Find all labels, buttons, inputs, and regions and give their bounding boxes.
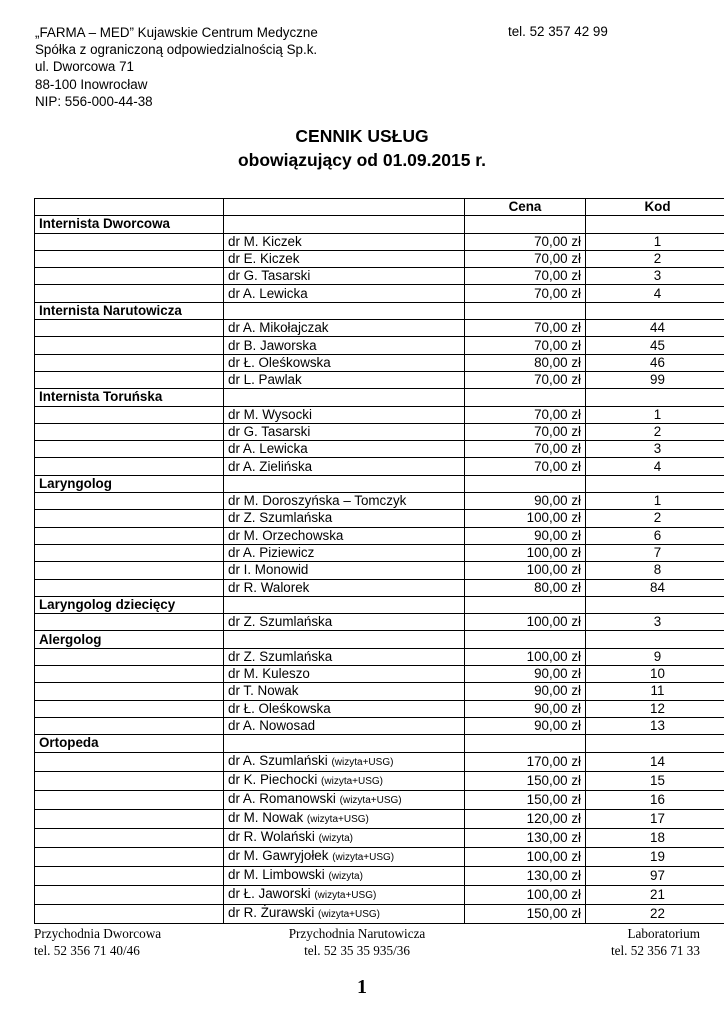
doctor-cell bbox=[224, 828, 465, 847]
empty-cell bbox=[465, 302, 586, 319]
table-row bbox=[35, 771, 724, 790]
empty-cell bbox=[35, 320, 224, 337]
empty-cell bbox=[35, 562, 224, 579]
empty-cell bbox=[35, 790, 224, 809]
price-cell: 90,00 zł bbox=[465, 683, 586, 700]
code-cell: 99 bbox=[586, 371, 724, 388]
empty-cell bbox=[586, 302, 724, 319]
footer-laboratorium bbox=[540, 925, 700, 959]
empty-cell bbox=[35, 527, 224, 544]
doctor-cell bbox=[224, 717, 465, 734]
empty-cell bbox=[35, 544, 224, 561]
doctor-cell bbox=[224, 354, 465, 371]
table-row bbox=[35, 904, 724, 923]
table-row bbox=[35, 544, 724, 561]
section-row bbox=[35, 389, 724, 406]
empty-cell bbox=[35, 885, 224, 904]
doctor-cell bbox=[224, 268, 465, 285]
table-row bbox=[35, 337, 724, 354]
section-name: Internista Toruńska bbox=[35, 389, 224, 406]
doctor-cell bbox=[224, 493, 465, 510]
section-name: Laryngolog dziecięcy bbox=[35, 596, 224, 613]
doctor-name: dr M. Limbowski bbox=[228, 866, 325, 882]
code-cell: 22 bbox=[586, 904, 724, 923]
empty-cell bbox=[465, 216, 586, 233]
section-row bbox=[35, 596, 724, 613]
doctor-cell bbox=[224, 579, 465, 596]
empty-cell bbox=[35, 847, 224, 866]
table-row bbox=[35, 700, 724, 717]
section-row bbox=[35, 735, 724, 752]
empty-cell bbox=[35, 828, 224, 847]
table-row bbox=[35, 510, 724, 527]
footer-narutowicza-phone: tel. 52 35 35 935/36 bbox=[304, 943, 410, 958]
empty-cell bbox=[35, 809, 224, 828]
empty-cell bbox=[35, 285, 224, 302]
company-form: Spółka z ograniczoną odpowiedzialnością Sp.k. bbox=[35, 42, 318, 58]
section-name: Alergolog bbox=[35, 631, 224, 648]
doctor-cell bbox=[224, 510, 465, 527]
doctor-name: dr M. Kiczek bbox=[228, 233, 302, 249]
code-cell: 3 bbox=[586, 614, 724, 631]
clinic-name: „FARMA – MED” Kujawskie Centrum Medyczne bbox=[35, 25, 318, 40]
table-row bbox=[35, 717, 724, 734]
footer-dworcowa-name: Przychodnia Dworcowa bbox=[34, 926, 162, 941]
code-cell: 4 bbox=[586, 285, 724, 302]
visit-type-note: (wizyta+USG) bbox=[318, 908, 380, 920]
price-cell: 130,00 zł bbox=[465, 828, 586, 847]
table-row bbox=[35, 790, 724, 809]
doctor-name: dr M. Orzechowska bbox=[228, 527, 344, 543]
code-cell: 4 bbox=[586, 458, 724, 475]
empty-cell bbox=[465, 735, 586, 752]
section-row bbox=[35, 475, 724, 492]
doctor-name: dr A. Piziewicz bbox=[228, 545, 315, 561]
table-row bbox=[35, 847, 724, 866]
footer-laboratorium-name: Laboratorium bbox=[627, 926, 700, 941]
empty-cell bbox=[35, 441, 224, 458]
empty-cell bbox=[586, 631, 724, 648]
section-row bbox=[35, 216, 724, 233]
code-cell: 3 bbox=[586, 441, 724, 458]
section-name: Laryngolog bbox=[35, 475, 224, 492]
visit-type-note: (wizyta+USG) bbox=[314, 889, 377, 901]
code-cell: 12 bbox=[586, 700, 724, 717]
doctor-cell bbox=[224, 423, 465, 440]
doctor-cell bbox=[224, 904, 465, 923]
code-cell: 11 bbox=[586, 683, 724, 700]
footer-narutowicza-name: Przychodnia Narutowicza bbox=[288, 926, 426, 941]
doctor-cell bbox=[224, 847, 465, 866]
doctor-name: dr Z. Szumlańska bbox=[228, 614, 333, 630]
footer-dworcowa-phone: tel. 52 356 71 40/46 bbox=[34, 943, 140, 958]
empty-cell bbox=[35, 371, 224, 388]
doctor-cell bbox=[224, 562, 465, 579]
document-title: CENNIK USŁUG bbox=[295, 126, 429, 146]
empty-cell bbox=[586, 389, 724, 406]
price-cell: 130,00 zł bbox=[465, 866, 586, 885]
empty-cell bbox=[35, 614, 224, 631]
doctor-name: dr M. Kuleszo bbox=[228, 666, 310, 682]
doctor-cell bbox=[224, 458, 465, 475]
doctor-cell bbox=[224, 233, 465, 250]
doctor-name: dr M. Wysocki bbox=[228, 406, 312, 422]
doctor-cell bbox=[224, 648, 465, 665]
price-cell: 80,00 zł bbox=[465, 579, 586, 596]
doctor-cell bbox=[224, 771, 465, 790]
doctor-name: dr Ł. Oleśkowska bbox=[228, 354, 331, 370]
visit-type-note: (wizyta) bbox=[328, 870, 363, 882]
visit-type-note: (wizyta+USG) bbox=[332, 851, 395, 863]
price-cell: 70,00 zł bbox=[465, 250, 586, 267]
price-cell: 90,00 zł bbox=[465, 666, 586, 683]
header-price: Cena bbox=[465, 199, 586, 216]
price-cell: 100,00 zł bbox=[465, 562, 586, 579]
table-row bbox=[35, 614, 724, 631]
empty-cell bbox=[224, 216, 465, 233]
empty-cell bbox=[35, 717, 224, 734]
doctor-name: dr M. Doroszyńska – Tomczyk bbox=[228, 493, 407, 509]
price-cell: 100,00 zł bbox=[465, 544, 586, 561]
doctor-name: dr I. Monowid bbox=[228, 562, 309, 578]
price-cell: 80,00 zł bbox=[465, 354, 586, 371]
table-row bbox=[35, 371, 724, 388]
empty-cell bbox=[586, 596, 724, 613]
empty-cell bbox=[35, 233, 224, 250]
empty-cell bbox=[35, 666, 224, 683]
price-cell: 70,00 zł bbox=[465, 320, 586, 337]
table-row bbox=[35, 354, 724, 371]
empty-cell bbox=[35, 493, 224, 510]
price-cell: 70,00 zł bbox=[465, 233, 586, 250]
price-cell: 170,00 zł bbox=[465, 752, 586, 771]
footer-dworcowa bbox=[34, 925, 161, 959]
price-cell: 90,00 zł bbox=[465, 493, 586, 510]
table-row bbox=[35, 666, 724, 683]
doctor-cell bbox=[224, 809, 465, 828]
header-doctor-cell bbox=[224, 199, 465, 216]
doctor-name: dr M. Gawryjołek bbox=[228, 847, 329, 863]
section-row bbox=[35, 631, 724, 648]
empty-cell bbox=[35, 458, 224, 475]
code-cell: 21 bbox=[586, 885, 724, 904]
empty-cell bbox=[35, 337, 224, 354]
doctor-name: dr Z. Szumlańska bbox=[228, 648, 333, 664]
price-cell: 90,00 zł bbox=[465, 527, 586, 544]
code-cell: 3 bbox=[586, 268, 724, 285]
doctor-cell bbox=[224, 790, 465, 809]
doctor-name: dr G. Tasarski bbox=[228, 268, 311, 284]
price-cell: 70,00 zł bbox=[465, 423, 586, 440]
code-cell: 14 bbox=[586, 752, 724, 771]
doctor-cell bbox=[224, 250, 465, 267]
doctor-cell bbox=[224, 441, 465, 458]
empty-cell bbox=[35, 866, 224, 885]
empty-cell bbox=[224, 631, 465, 648]
doctor-cell bbox=[224, 544, 465, 561]
code-cell: 1 bbox=[586, 233, 724, 250]
section-name: Internista Dworcowa bbox=[35, 216, 224, 233]
empty-cell bbox=[224, 735, 465, 752]
doctor-name: dr A. Lewicka bbox=[228, 285, 308, 301]
doctor-name: dr R. Walorek bbox=[228, 579, 310, 595]
code-cell: 8 bbox=[586, 562, 724, 579]
page-number: 1 bbox=[357, 976, 367, 998]
price-cell: 100,00 zł bbox=[465, 885, 586, 904]
code-cell: 84 bbox=[586, 579, 724, 596]
doctor-cell bbox=[224, 752, 465, 771]
section-name: Internista Narutowicza bbox=[35, 302, 224, 319]
price-cell: 70,00 zł bbox=[465, 268, 586, 285]
price-cell: 150,00 zł bbox=[465, 790, 586, 809]
street-address: ul. Dworcowa 71 bbox=[35, 59, 134, 75]
price-cell: 70,00 zł bbox=[465, 371, 586, 388]
code-cell: 17 bbox=[586, 809, 724, 828]
table-row bbox=[35, 527, 724, 544]
doctor-name: dr Z. Szumlańska bbox=[228, 510, 333, 526]
code-cell: 46 bbox=[586, 354, 724, 371]
price-cell: 90,00 zł bbox=[465, 717, 586, 734]
price-cell: 70,00 zł bbox=[465, 285, 586, 302]
empty-cell bbox=[35, 648, 224, 665]
empty-cell bbox=[224, 389, 465, 406]
doctor-name: dr T. Nowak bbox=[228, 683, 299, 699]
code-cell: 13 bbox=[586, 717, 724, 734]
price-cell: 100,00 zł bbox=[465, 510, 586, 527]
table-row bbox=[35, 250, 724, 267]
doctor-name: dr M. Nowak bbox=[228, 809, 304, 825]
price-list-table bbox=[34, 198, 724, 924]
doctor-name: dr R. Żurawski bbox=[228, 904, 315, 920]
doctor-cell bbox=[224, 614, 465, 631]
code-cell: 1 bbox=[586, 406, 724, 423]
visit-type-note: (wizyta+USG) bbox=[339, 794, 402, 806]
price-cell: 150,00 zł bbox=[465, 904, 586, 923]
doctor-name: dr A. Lewicka bbox=[228, 441, 308, 457]
price-cell: 70,00 zł bbox=[465, 441, 586, 458]
empty-cell bbox=[465, 475, 586, 492]
code-cell: 10 bbox=[586, 666, 724, 683]
doctor-cell bbox=[224, 320, 465, 337]
empty-cell bbox=[586, 475, 724, 492]
table-header-row bbox=[35, 199, 724, 216]
price-cell: 70,00 zł bbox=[465, 406, 586, 423]
doctor-name: dr A. Romanowski bbox=[228, 790, 336, 806]
tax-id: NIP: 556-000-44-38 bbox=[35, 93, 153, 109]
table-row bbox=[35, 648, 724, 665]
footer-laboratorium-phone: tel. 52 356 71 33 bbox=[610, 943, 700, 958]
code-cell: 6 bbox=[586, 527, 724, 544]
empty-cell bbox=[224, 302, 465, 319]
empty-cell bbox=[35, 752, 224, 771]
code-cell: 19 bbox=[586, 847, 724, 866]
price-cell: 100,00 zł bbox=[465, 614, 586, 631]
table-row bbox=[35, 493, 724, 510]
visit-type-note: (wizyta) bbox=[318, 832, 354, 844]
doctor-cell bbox=[224, 683, 465, 700]
doctor-cell bbox=[224, 700, 465, 717]
empty-cell bbox=[35, 250, 224, 267]
table-row bbox=[35, 752, 724, 771]
empty-cell bbox=[465, 596, 586, 613]
table-row bbox=[35, 406, 724, 423]
table-row bbox=[35, 885, 724, 904]
doctor-cell bbox=[224, 406, 465, 423]
visit-type-note: (wizyta+USG) bbox=[331, 756, 394, 768]
table-row bbox=[35, 828, 724, 847]
empty-cell bbox=[224, 596, 465, 613]
doctor-name: dr Ł. Jaworski bbox=[228, 885, 311, 901]
table-row bbox=[35, 233, 724, 250]
empty-cell bbox=[35, 510, 224, 527]
doctor-name: dr E. Kiczek bbox=[228, 251, 300, 267]
empty-cell bbox=[35, 354, 224, 371]
visit-type-note: (wizyta+USG) bbox=[321, 775, 383, 787]
section-row bbox=[35, 302, 724, 319]
doctor-name: dr A. Mikołajczak bbox=[228, 320, 329, 336]
table-row bbox=[35, 866, 724, 885]
code-cell: 16 bbox=[586, 790, 724, 809]
header-category-cell bbox=[35, 199, 224, 216]
table-row bbox=[35, 441, 724, 458]
doctor-cell bbox=[224, 885, 465, 904]
code-cell: 18 bbox=[586, 828, 724, 847]
code-cell: 2 bbox=[586, 423, 724, 440]
doctor-name: dr B. Jaworska bbox=[228, 337, 317, 353]
code-cell: 2 bbox=[586, 510, 724, 527]
doctor-name: dr Ł. Oleśkowska bbox=[228, 700, 331, 716]
empty-cell bbox=[35, 423, 224, 440]
doctor-cell bbox=[224, 285, 465, 302]
doctor-cell bbox=[224, 666, 465, 683]
table-row bbox=[35, 285, 724, 302]
clinic-address-block bbox=[35, 24, 318, 110]
clinic-phone: tel. 52 357 42 99 bbox=[508, 24, 608, 39]
footer-narutowicza bbox=[262, 925, 452, 959]
table-row bbox=[35, 458, 724, 475]
table-row bbox=[35, 423, 724, 440]
doctor-cell bbox=[224, 527, 465, 544]
doctor-name: dr L. Pawlak bbox=[228, 372, 302, 388]
empty-cell bbox=[465, 631, 586, 648]
empty-cell bbox=[35, 904, 224, 923]
table-row bbox=[35, 809, 724, 828]
code-cell: 1 bbox=[586, 493, 724, 510]
empty-cell bbox=[586, 216, 724, 233]
price-cell: 120,00 zł bbox=[465, 809, 586, 828]
doctor-cell bbox=[224, 866, 465, 885]
doctor-name: dr R. Wolański bbox=[228, 828, 315, 844]
doctor-cell bbox=[224, 337, 465, 354]
table-row bbox=[35, 579, 724, 596]
code-cell: 45 bbox=[586, 337, 724, 354]
price-cell: 150,00 zł bbox=[465, 771, 586, 790]
price-cell: 100,00 zł bbox=[465, 847, 586, 866]
price-cell: 70,00 zł bbox=[465, 337, 586, 354]
empty-cell bbox=[35, 579, 224, 596]
empty-cell bbox=[35, 700, 224, 717]
section-name: Ortopeda bbox=[35, 735, 224, 752]
code-cell: 9 bbox=[586, 648, 724, 665]
code-cell: 15 bbox=[586, 771, 724, 790]
code-cell: 97 bbox=[586, 866, 724, 885]
table-row bbox=[35, 562, 724, 579]
code-cell: 2 bbox=[586, 250, 724, 267]
document-validity-date: obowiązujący od 01.09.2015 r. bbox=[237, 150, 487, 170]
doctor-name: dr A. Zielińska bbox=[228, 458, 313, 474]
doctor-name: dr K. Piechocki bbox=[228, 771, 318, 787]
empty-cell bbox=[35, 771, 224, 790]
doctor-name: dr A. Nowosad bbox=[228, 718, 316, 734]
empty-cell bbox=[35, 683, 224, 700]
empty-cell bbox=[35, 268, 224, 285]
empty-cell bbox=[465, 389, 586, 406]
header-code: Kod bbox=[586, 199, 724, 216]
price-cell: 90,00 zł bbox=[465, 700, 586, 717]
doctor-name: dr A. Szumlański bbox=[228, 752, 328, 768]
empty-cell bbox=[586, 735, 724, 752]
code-cell: 44 bbox=[586, 320, 724, 337]
price-cell: 100,00 zł bbox=[465, 648, 586, 665]
price-cell: 70,00 zł bbox=[465, 458, 586, 475]
empty-cell bbox=[224, 475, 465, 492]
visit-type-note: (wizyta+USG) bbox=[306, 813, 369, 825]
doctor-cell bbox=[224, 371, 465, 388]
empty-cell bbox=[35, 406, 224, 423]
table-row bbox=[35, 683, 724, 700]
doctor-name: dr G. Tasarski bbox=[228, 424, 311, 439]
table-row bbox=[35, 268, 724, 285]
table-row bbox=[35, 320, 724, 337]
postal-city: 88-100 Inowrocław bbox=[35, 76, 148, 92]
code-cell: 7 bbox=[586, 544, 724, 561]
